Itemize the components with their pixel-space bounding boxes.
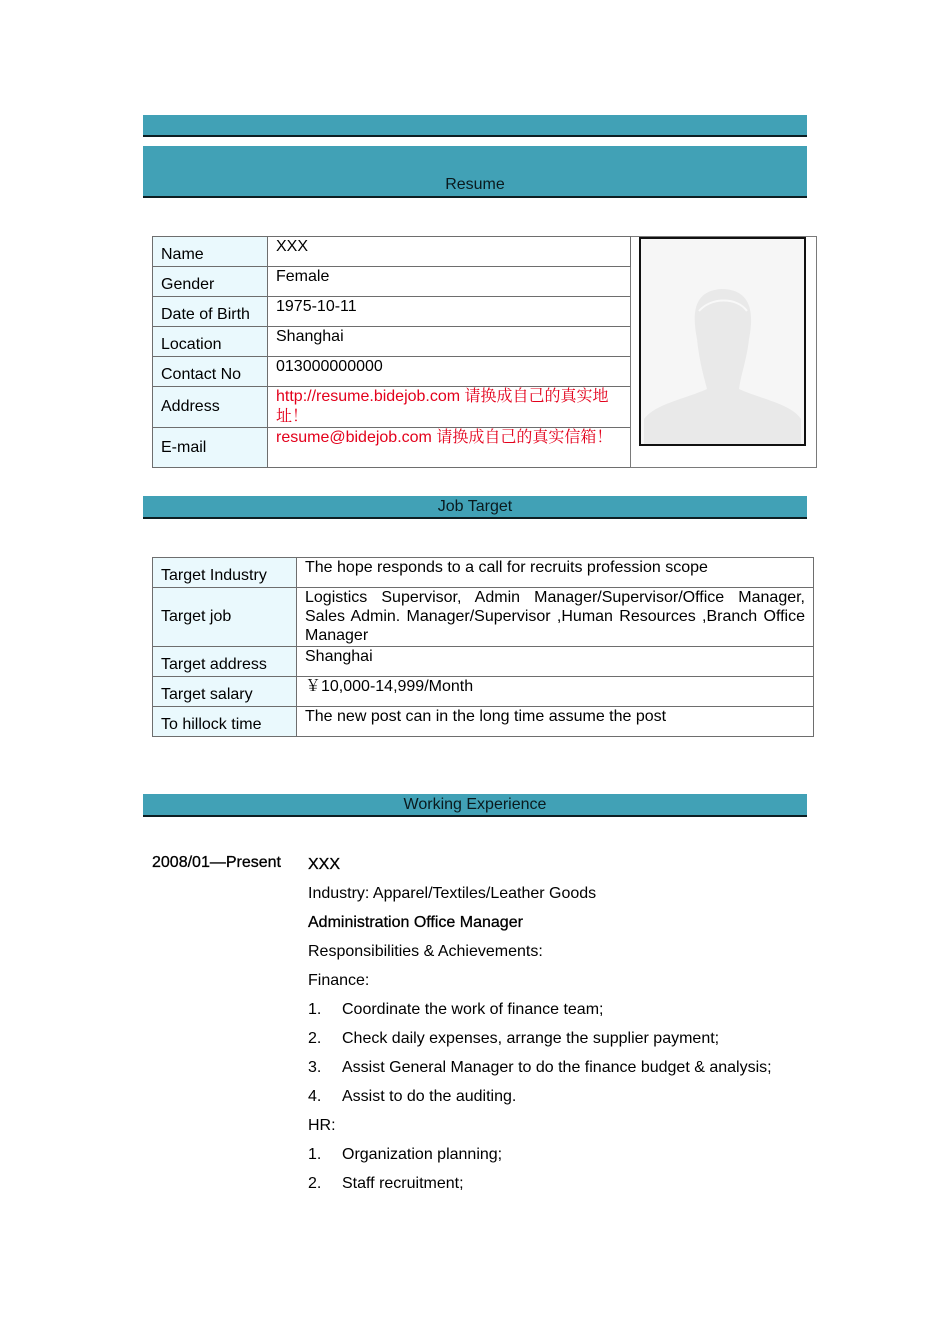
list-item [308,1173,808,1202]
list-text: Assist General Manager to do the finance budget & analysis; [342,1059,772,1076]
label-name: Name [153,237,268,267]
list-number: 2. [308,1030,322,1047]
list-number: 1. [308,1001,322,1018]
position-title: Administration Office Manager [308,914,523,931]
value-location: Shanghai [268,327,631,357]
company-name: XXX [308,856,341,873]
list-number: 1. [308,1146,322,1163]
value-target-job: Logistics Supervisor, Admin Manager/Supervisor/Office Manager, Sales Admin. Manager/Supervisor ,Human Resources ,Branch Office Manager [297,588,814,647]
value-address[interactable]: http://resume.bidejob.com 请换成自己的真实地址！ [268,387,631,428]
list-text: Organization planning; [342,1146,503,1163]
table-row [153,677,814,707]
value-email[interactable]: resume@bidejob.com 请换成自己的真实信箱！ [268,428,631,468]
table-row [153,647,814,677]
list-item [308,1057,808,1086]
value-contact-no: 013000000000 [268,357,631,387]
value-gender: Female [268,267,631,297]
label-gender: Gender [153,267,268,297]
section-title-working-experience: Working Experience [143,794,807,817]
label-target-job: Target job [153,588,297,647]
list-item [308,1028,808,1057]
personal-info-table [152,236,817,468]
table-row [153,237,817,267]
finance-heading: Finance: [308,972,370,989]
table-row [153,588,814,647]
top-decorative-bar [143,115,807,137]
list-item [308,1086,808,1115]
job-target-table [152,557,814,737]
label-address: Address [153,387,268,428]
hr-heading: HR: [308,1117,336,1134]
list-item [308,999,808,1028]
label-date-of-birth: Date of Birth [153,297,268,327]
profile-photo [639,237,806,446]
value-to-hillock-time: The new post can in the long time assume the post [297,707,814,737]
experience-period: 2008/01—Present [152,854,281,871]
list-number: 3. [308,1059,322,1076]
value-target-address: Shanghai [297,647,814,677]
label-to-hillock-time: To hillock time [153,707,297,737]
label-contact-no: Contact No [153,357,268,387]
experience-details [308,854,808,1202]
label-location: Location [153,327,268,357]
photo-cell [631,237,817,468]
list-number: 4. [308,1088,322,1105]
list-text: Coordinate the work of finance team; [342,1001,604,1018]
table-row [153,707,814,737]
label-target-industry: Target Industry [153,558,297,588]
list-text: Staff recruitment; [342,1175,464,1192]
list-number: 2. [308,1175,322,1192]
page-title: Resume [143,146,807,198]
list-item [308,1144,808,1173]
value-name: XXX [268,237,631,267]
list-text: Assist to do the auditing. [342,1088,517,1105]
table-row [153,558,814,588]
label-target-salary: Target salary [153,677,297,707]
value-target-industry: The hope responds to a call for recruits profession scope [297,558,814,588]
list-text: Check daily expenses, arrange the supplier payment; [342,1030,720,1047]
person-silhouette-icon [641,239,804,444]
value-target-salary: ￥10,000-14,999/Month [297,677,814,707]
section-title-job-target: Job Target [143,496,807,519]
responsibilities-heading: Responsibilities & Achievements: [308,943,543,960]
industry: Industry: Apparel/Textiles/Leather Goods [308,885,597,902]
label-target-address: Target address [153,647,297,677]
label-email: E-mail [153,428,268,468]
value-date-of-birth: 1975-10-11 [268,297,631,327]
